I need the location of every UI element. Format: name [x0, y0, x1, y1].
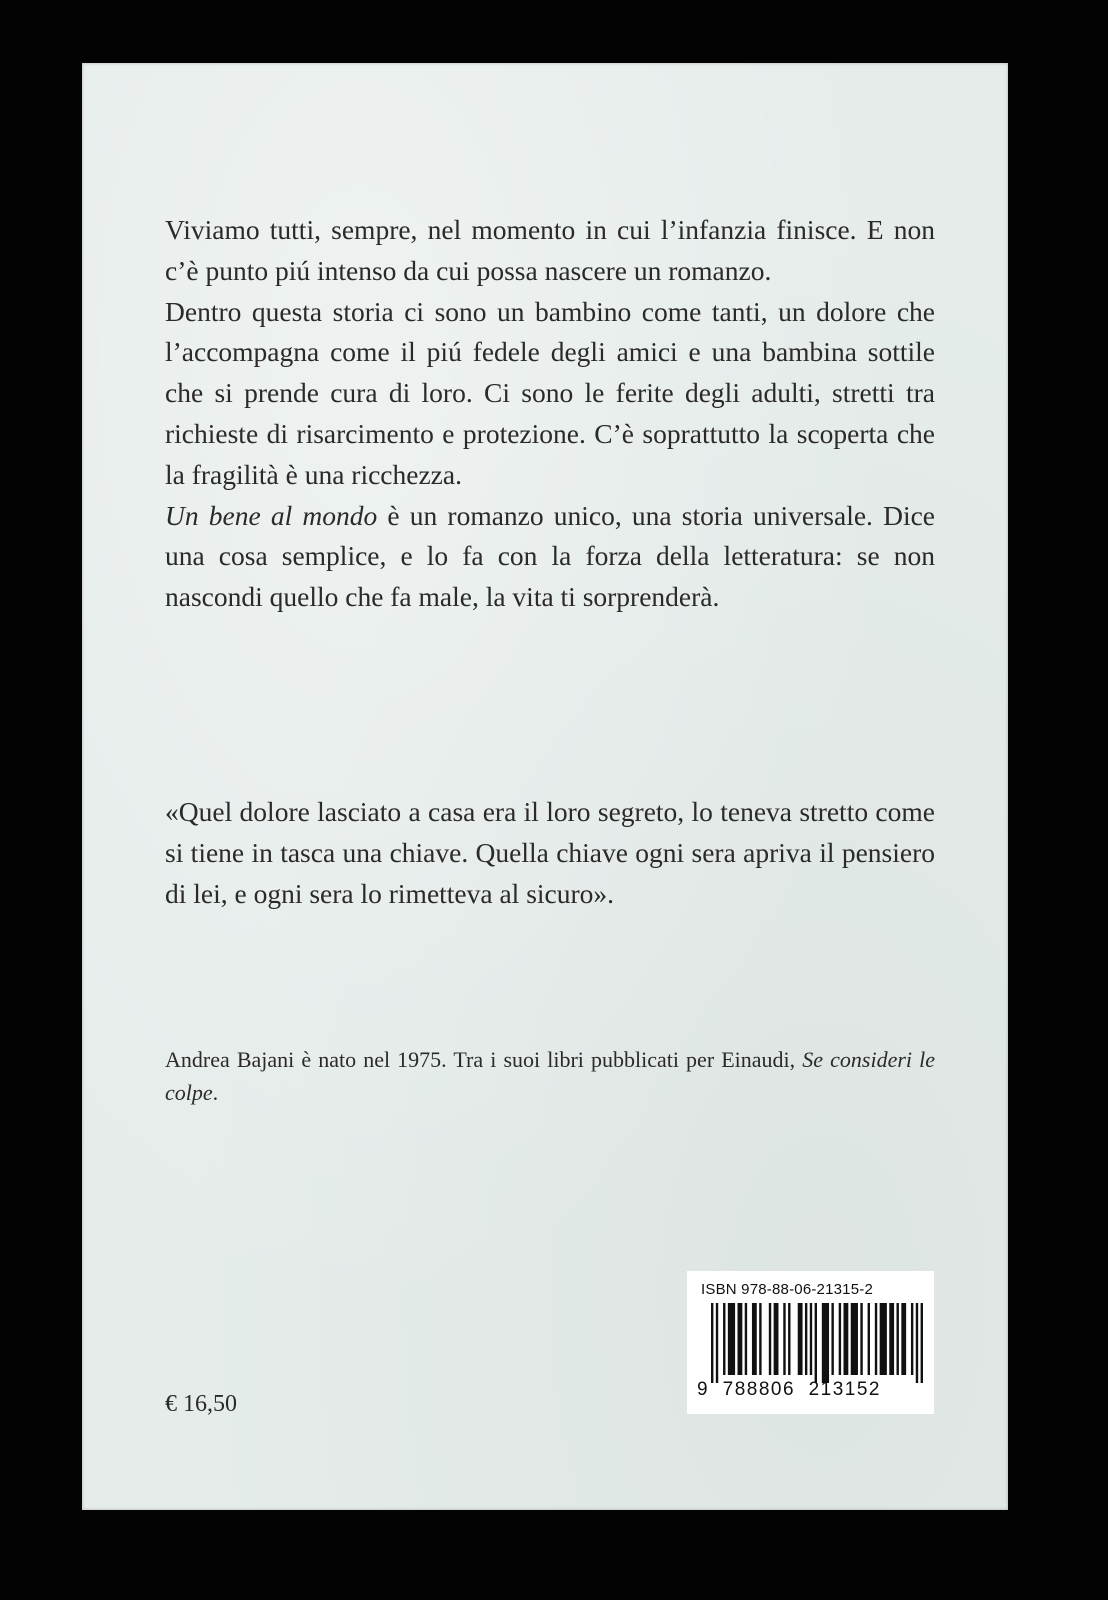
barcode-bar [860, 1303, 862, 1375]
blurb-paragraph-1: Viviamo tutti, sempre, nel momento in cui l’infanzia finisce. E non c’è punto piú intenso da cui possa nascere un romanzo. [165, 214, 935, 286]
barcode-digits: 9 788806 213152 [697, 1379, 881, 1400]
book-back-cover [82, 63, 1008, 1510]
barcode-bar [788, 1303, 790, 1375]
barcode-bar [880, 1303, 887, 1375]
price: € 16,50 [165, 1391, 237, 1417]
barcode-bar [921, 1303, 923, 1383]
blurb-paragraph-3 [165, 496, 935, 618]
barcode-bar [752, 1303, 757, 1375]
barcode-bar [774, 1303, 779, 1375]
author-bio [165, 1043, 935, 1109]
barcode-bar [738, 1303, 743, 1375]
barcode-icon [711, 1303, 923, 1383]
barcode-bar [728, 1303, 735, 1375]
barcode-label [687, 1271, 934, 1414]
other-book-title: Se consideri le colpe [165, 1047, 935, 1105]
blurb [165, 210, 935, 618]
barcode-bar [889, 1303, 894, 1375]
barcode-bar [916, 1303, 918, 1383]
barcode-bar [716, 1303, 718, 1383]
barcode-bar [844, 1303, 849, 1375]
barcode-bar [868, 1303, 870, 1375]
barcode-bar [810, 1303, 812, 1375]
barcode-bar [783, 1303, 785, 1375]
quote [165, 792, 935, 914]
barcode-bar [769, 1303, 771, 1375]
barcode-bar [911, 1303, 913, 1375]
author-bio-end: . [212, 1080, 219, 1105]
author-bio-text [165, 1043, 935, 1109]
quote-text: «Quel dolore lasciato a casa era il loro segreto, lo teneva stretto come si tiene in tasca una chiave. Quella chiave ogni sera apriva il pensiero di lei, e ogni sera lo rimetteva al sicuro». [165, 796, 935, 909]
barcode-bar [723, 1303, 725, 1375]
barcode-bar [901, 1303, 906, 1375]
barcode-bar [798, 1303, 803, 1375]
barcode-bar [851, 1303, 858, 1375]
barcode-bar [711, 1303, 713, 1383]
blurb-paragraph-3-text: è un romanzo unico, una storia universale. Dice una cosa semplice, e lo fa con la forza della letteratura: se non nascondi quello che fa male, la vita ti sorprenderà. [165, 499, 935, 613]
isbn-text: ISBN 978-88-06-21315-2 [701, 1281, 874, 1298]
barcode-bar [897, 1303, 899, 1375]
barcode-bar [815, 1303, 817, 1383]
barcode-bar [822, 1303, 829, 1383]
book-title: Un bene al mondo [165, 499, 378, 531]
barcode-bar [745, 1303, 747, 1375]
barcode-bar [875, 1303, 877, 1375]
blurb-paragraph-2: Dentro questa storia ci sono un bambino come tanti, un dolore che l’accompagna come il piú fedele degli amici e una bambina sottile che si prende cura di loro. Ci sono le ferite degli adulti, stretti tra richieste di risarcimento e protezione. C’è soprattutto la scoperta che la fragilità è una ricchezza. [165, 295, 935, 490]
barcode-bar [759, 1303, 761, 1375]
barcode-bar [805, 1303, 807, 1375]
author-bio-main: Andrea Bajani è nato nel 1975. Tra i suoi libri pubblicati per Einaudi, [165, 1047, 803, 1072]
barcode-bar [839, 1303, 841, 1375]
barcode-bar [831, 1303, 833, 1375]
